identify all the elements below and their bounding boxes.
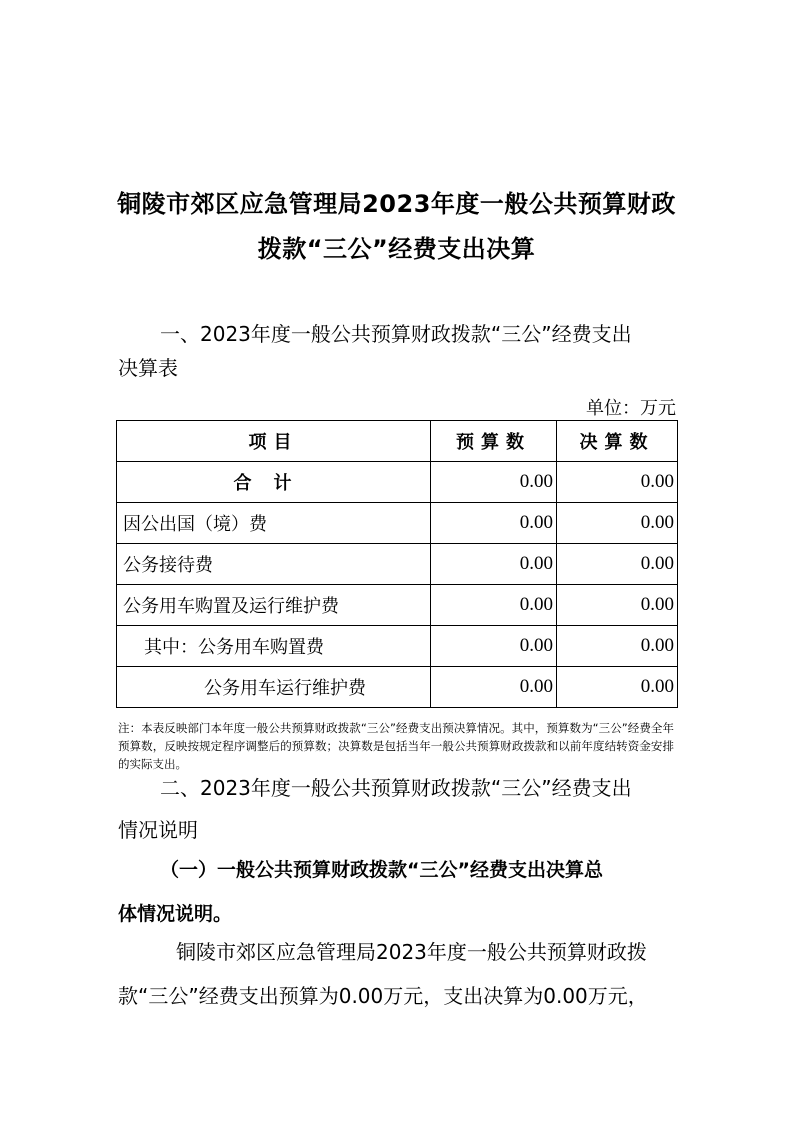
row-final: 0.00 bbox=[557, 667, 678, 708]
paragraph-line-2: 款“三公”经费支出预算为0.00万元，支出决算为0.00万元， bbox=[118, 984, 648, 1008]
row-label-total: 合计 bbox=[117, 462, 431, 503]
row-budget: 0.00 bbox=[431, 544, 557, 585]
three-public-expenses-table bbox=[116, 420, 678, 708]
row-final: 0.00 bbox=[557, 626, 678, 667]
document-title-line-1: 铜陵市郊区应急管理局2023年度一般公共预算财政 bbox=[117, 190, 676, 218]
row-label: 因公出国（境）费 bbox=[117, 503, 431, 544]
subsection-1-heading-line-1: （一）一般公共预算财政拨款“三公”经费支出决算总 bbox=[160, 859, 603, 881]
table-row bbox=[117, 585, 678, 626]
row-label: 其中：公务用车购置费 bbox=[117, 626, 431, 667]
table-row bbox=[117, 626, 678, 667]
section-2-heading-line-2: 情况说明 bbox=[118, 818, 198, 842]
subsection-1-heading-line-2: 体情况说明。 bbox=[118, 903, 233, 925]
row-label: 公务用车运行维护费 bbox=[117, 667, 431, 708]
row-budget: 0.00 bbox=[431, 626, 557, 667]
row-final: 0.00 bbox=[557, 585, 678, 626]
unit-label: 单位：万元 bbox=[586, 398, 676, 419]
table-row bbox=[117, 544, 678, 585]
section-1-heading-line-2: 决算表 bbox=[118, 356, 178, 380]
paragraph-line-1: 铜陵市郊区应急管理局2023年度一般公共预算财政拨 bbox=[176, 940, 647, 964]
row-budget: 0.00 bbox=[431, 667, 557, 708]
section-1-heading-line-1: 一、2023年度一般公共预算财政拨款“三公”经费支出 bbox=[160, 322, 632, 346]
row-label: 公务用车购置及运行维护费 bbox=[117, 585, 431, 626]
row-label: 公务接待费 bbox=[117, 544, 431, 585]
row-final: 0.00 bbox=[557, 544, 678, 585]
table-note: 注：本表反映部门本年度一般公共预算财政拨款“三公”经费支出预决算情况。其中，预算数为“三公”经费全年预算数，反映按规定程序调整后的预算数；决算数是包括当年一般公共预算财政拨款和以前年度结转资金安排的实际支出。 bbox=[118, 721, 674, 771]
row-budget-total: 0.00 bbox=[431, 462, 557, 503]
header-budget: 预算数 bbox=[431, 421, 557, 462]
row-budget: 0.00 bbox=[431, 585, 557, 626]
table-row bbox=[117, 667, 678, 708]
subsection-1-heading bbox=[118, 846, 678, 894]
header-final: 决算数 bbox=[557, 421, 678, 462]
paragraph bbox=[118, 929, 678, 975]
table-row-total bbox=[117, 462, 678, 503]
table-row bbox=[117, 503, 678, 544]
document-title-line-2: 拨款“三公”经费支出决算 bbox=[257, 235, 536, 263]
header-item: 项目 bbox=[117, 421, 431, 462]
row-final: 0.00 bbox=[557, 503, 678, 544]
table-header-row bbox=[117, 421, 678, 462]
section-2-heading-line-1: 二、2023年度一般公共预算财政拨款“三公”经费支出 bbox=[160, 776, 632, 800]
row-final-total: 0.00 bbox=[557, 462, 678, 503]
row-budget: 0.00 bbox=[431, 503, 557, 544]
section-2-heading bbox=[118, 765, 678, 811]
